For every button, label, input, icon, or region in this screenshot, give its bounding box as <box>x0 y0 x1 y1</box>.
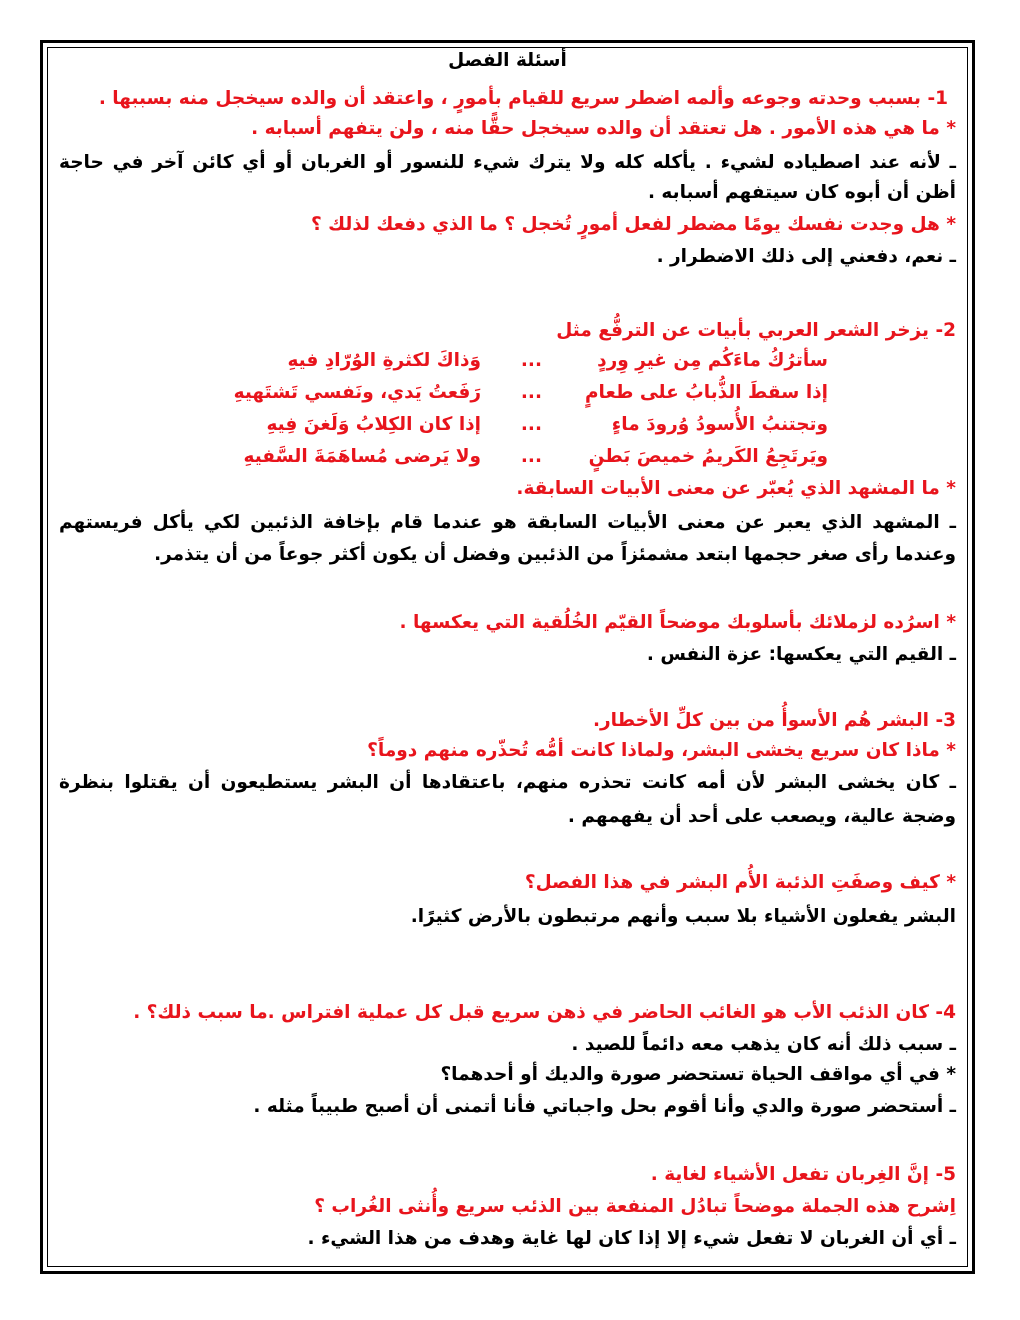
question-4: 4- كان الذئب الأب هو الغائب الحاضر في ذهن سريع قبل كل عملية افتراس .ما سبب ذلك؟ . <box>133 1002 956 1023</box>
answer-1-line-1: ـ لأنه عند اصطياده لشيء . يأكله كله ولا يترك شيء للنسور أو الغربان أو أي كائن آخر في حاجة <box>59 152 956 173</box>
poem-verse-3-first: وتجتنبُ الأُسودُ وُرودَ ماءٍ <box>611 414 828 435</box>
question-3-b: * كيف وصفَتِ الذئبة الأُم البشر في هذا الفصل؟ <box>524 872 956 893</box>
answer-1-b: ـ نعم، دفعني إلى ذلك الاضطرار . <box>656 246 956 267</box>
question-1: 1- بسبب وحدته وجوعه وألمه اضطر سريع للقيام بأمورٍ ، واعتقد أن والده سيخجل منه بسببها . <box>98 88 948 109</box>
question-5-a: اِشرح هذه الجملة موضحاً تبادُل المنفعة بين الذئب سريع وأُنثى الغُراب ؟ <box>314 1196 956 1217</box>
answer-4: ـ سبب ذلك أنه كان يذهب معه دائماً للصيد . <box>571 1034 956 1055</box>
poem-separator: ... <box>520 414 542 435</box>
poem-verse-1-first: سأترُكُ ماءَكُم مِن غيرِ وِردٍ <box>597 350 828 371</box>
poem-verse-4-first: ويَرتَجِعُ الكَريمُ خميصَ بَطنٍ <box>588 446 828 467</box>
page-title: أسئلة الفصل <box>448 50 567 71</box>
question-3: 3- البشر هُم الأسوأُ من بين كلِّ الأخطار. <box>592 710 956 731</box>
question-1-sub: * ما هي هذه الأمور . هل تعتقد أن والده سيخجل حقًّا منه ، ولن يتفهم أسبابه . <box>251 118 956 139</box>
question-2: 2- يزخر الشعر العربي بأبيات عن الترفُّع مثل <box>556 320 956 341</box>
question-5: 5- إنَّ الغِربان تفعل الأشياء لغاية . <box>650 1164 956 1185</box>
answer-2-line-1: ـ المشهد الذي يعبر عن معنى الأبيات السابقة هو عندما قام بإخافة الذئبين لكي يأكل فريستهم <box>59 512 956 533</box>
answer-2-line-2: وعندما رأى صغر حجمها ابتعد مشمئزاً من الذئبين وفضل أن يكون أكثر جوعاً من أن يتذمر. <box>154 544 956 565</box>
answer-5: ـ أي أن الغربان لا تفعل شيء إلا إذا كان لها غاية وهدف من هذا الشيء . <box>307 1228 956 1249</box>
poem-verse-2-second: رَفَعتُ يَدي، ونَفسي تَشتَهيهِ <box>233 382 481 403</box>
poem-separator: ... <box>520 350 542 371</box>
page-frame <box>40 40 975 1274</box>
poem-verse-2-first: إذا سقطَ الذُّبابُ على طعامٍ <box>585 382 828 403</box>
answer-1-line-2: أظن أن أبوه كان سيتفهم أسبابه . <box>647 182 956 203</box>
poem-verse-1-second: وَذاكَ لكثرةِ الوُرّادِ فيهِ <box>287 350 481 371</box>
answer-3-b: البشر يفعلون الأشياء بلا سبب وأنهم مرتبطون بالأرض كثيرًا. <box>410 906 956 927</box>
poem-verse-4-second: ولا يَرضى مُساهَمَةَ السَّفيهِ <box>243 446 481 467</box>
question-2-b: * اسرُده لزملائك بأسلوبك موضحاً القيّم الخُلُقية التي يعكسها . <box>399 612 956 633</box>
question-3-a: * ماذا كان سريع يخشى البشر، ولماذا كانت أمُّه تُحذّره منهم دوماً؟ <box>367 740 956 761</box>
question-4-b: * في أي مواقف الحياة تستحضر صورة والديك أو أحدهما؟ <box>440 1064 956 1085</box>
answer-3-line-2: وضجة عالية، ويصعب على أحد أن يفهمهم . <box>567 806 956 827</box>
question-1-b: * هل وجدت نفسك يومًا مضطر لفعل أمورٍ تُخجل ؟ ما الذي دفعك لذلك ؟ <box>310 214 956 235</box>
answer-2-b: ـ القيم التي يعكسها: عزة النفس . <box>646 644 956 665</box>
poem-separator: ... <box>520 382 542 403</box>
question-2-a: * ما المشهد الذي يُعبّر عن معنى الأبيات السابقة. <box>516 478 956 499</box>
poem-verse-3-second: إذا كان الكِلابُ وَلَغنَ فِيهِ <box>266 414 481 435</box>
answer-4-b: ـ أستحضر صورة والدي وأنا أقوم بحل واجباتي فأنا أتمنى أن أصبح طبيباً مثله . <box>253 1096 956 1117</box>
answer-3-line-1: ـ كان يخشى البشر لأن أمه كانت تحذره منهم، باعتقادها أن البشر يستطيعون أن يقتلوا بنظرة <box>59 772 956 793</box>
poem-separator: ... <box>520 446 542 467</box>
